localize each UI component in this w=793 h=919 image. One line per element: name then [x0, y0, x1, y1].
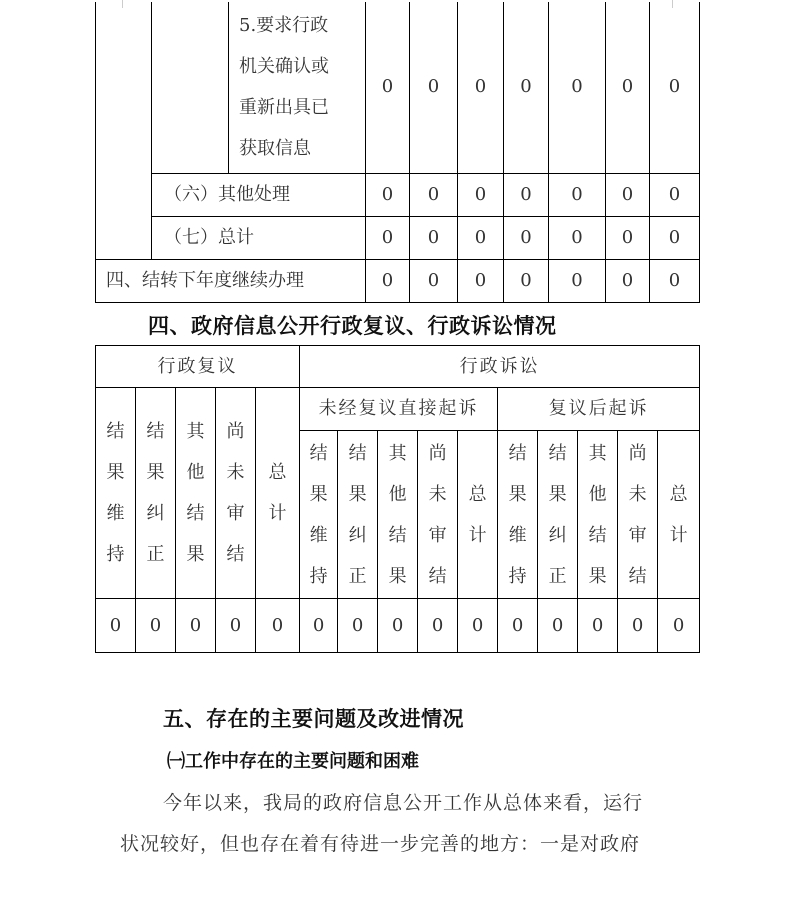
char: 持: [508, 565, 527, 587]
header-col-other: [176, 388, 216, 599]
char: 纠: [548, 524, 567, 546]
value-cell: 0: [136, 599, 176, 653]
label-line: 机关确认或: [239, 56, 329, 78]
char: 持: [309, 565, 328, 587]
value-cell: 0: [618, 599, 658, 653]
header-col-maintain: [498, 431, 538, 599]
value-cell: 0: [410, 259, 458, 302]
value-cell: 0: [549, 173, 606, 216]
value-cell: 0: [650, 2, 700, 173]
value-cell: 0: [650, 259, 700, 302]
char: 尚: [428, 442, 447, 464]
table-row-other: [96, 173, 700, 216]
value-cell: 0: [650, 173, 700, 216]
value-cell: 0: [606, 173, 650, 216]
value-cell: 0: [504, 259, 549, 302]
char: 他: [186, 462, 205, 483]
value-cell: 0: [549, 259, 606, 302]
char: 他: [388, 483, 407, 505]
value-cell: 0: [504, 216, 549, 259]
row-label-confirm: [229, 2, 366, 173]
value-cell: 0: [410, 2, 458, 173]
char: 果: [548, 483, 567, 505]
value-cell: 0: [366, 173, 410, 216]
label-line: 获取信息: [239, 138, 311, 160]
char: 其: [388, 442, 407, 464]
value-cell: 0: [549, 2, 606, 173]
char: 结: [628, 565, 647, 587]
char: 他: [588, 483, 607, 505]
char: 果: [186, 544, 205, 565]
empty-cell: [96, 2, 152, 259]
header-admin-litigation: 行政诉讼: [300, 346, 700, 388]
value-cell: 0: [458, 599, 498, 653]
value-cell: 0: [606, 216, 650, 259]
char: 未: [628, 483, 647, 505]
char: 果: [508, 483, 527, 505]
char: 果: [388, 565, 407, 587]
table-row-confirm: [96, 2, 700, 173]
value-cell: 0: [606, 259, 650, 302]
row-label-other: （六）其他处理: [152, 173, 366, 216]
char: 果: [146, 462, 165, 483]
header-col-other: [378, 431, 418, 599]
value-cell: 0: [606, 2, 650, 173]
value-cell: 0: [338, 599, 378, 653]
char: 纠: [348, 524, 367, 546]
header-col-total: [658, 431, 700, 599]
char: 结: [348, 442, 367, 464]
char: 维: [309, 524, 328, 546]
value-cell: 0: [458, 173, 504, 216]
char: 结: [226, 544, 245, 565]
paragraph-line-2: 状况较好，但也存在着有待进一步完善的地方：一是对政府: [120, 833, 641, 855]
paragraph-line-1: 今年以来，我局的政府信息公开工作从总体来看，运行: [163, 792, 644, 814]
char: 结: [508, 442, 527, 464]
value-cell: 0: [578, 599, 618, 653]
value-cell: 0: [538, 599, 578, 653]
char: 计: [268, 503, 287, 524]
header-col-pending: [216, 388, 256, 599]
header-col-maintain: [96, 388, 136, 599]
char: 果: [348, 483, 367, 505]
table-row-total: [96, 216, 700, 259]
char: 计: [669, 524, 688, 546]
disclosure-results-table: [95, 2, 700, 303]
value-cell: 0: [504, 2, 549, 173]
value-cell: 0: [658, 599, 700, 653]
value-cell: 0: [256, 599, 300, 653]
value-cell: 0: [96, 599, 136, 653]
section5-title: 五、存在的主要问题及改进情况: [163, 707, 464, 731]
empty-cell: [152, 2, 229, 173]
header-col-other: [578, 431, 618, 599]
char: 结: [388, 524, 407, 546]
row-label-carry: 四、结转下年度继续办理: [96, 259, 366, 302]
section5-subtitle: ㈠工作中存在的主要问题和困难: [167, 751, 419, 772]
char: 总: [468, 483, 487, 505]
char: 结: [588, 524, 607, 546]
value-cell: 0: [378, 599, 418, 653]
section4-title: 四、政府信息公开行政复议、行政诉讼情况: [148, 314, 557, 338]
label-line: 5.要求行政: [239, 15, 329, 37]
char: 维: [106, 503, 125, 524]
char: 未: [226, 462, 245, 483]
value-cell: 0: [176, 599, 216, 653]
char: 果: [309, 483, 328, 505]
value-cell: 0: [410, 216, 458, 259]
value-cell: 0: [216, 599, 256, 653]
values-row: [96, 599, 700, 653]
header-col-pending: [418, 431, 458, 599]
char: 审: [628, 524, 647, 546]
value-cell: 0: [458, 259, 504, 302]
char: 其: [588, 442, 607, 464]
header-col-total: [256, 388, 300, 599]
header-col-maintain: [300, 431, 338, 599]
header-col-total: [458, 431, 498, 599]
header-col-correct: [338, 431, 378, 599]
value-cell: 0: [549, 216, 606, 259]
header-col-pending: [618, 431, 658, 599]
char: 正: [146, 544, 165, 565]
char: 正: [348, 565, 367, 587]
char: 结: [106, 421, 125, 442]
char: 结: [186, 503, 205, 524]
value-cell: 0: [650, 216, 700, 259]
header-admin-review: 行政复议: [96, 346, 300, 388]
char: 持: [106, 544, 125, 565]
value-cell: 0: [498, 599, 538, 653]
value-cell: 0: [458, 2, 504, 173]
header-row-2: [96, 388, 700, 431]
char: 总: [268, 462, 287, 483]
char: 结: [428, 565, 447, 587]
header-row-1: [96, 346, 700, 388]
char: 果: [588, 565, 607, 587]
review-litigation-table: [95, 345, 700, 653]
value-cell: 0: [366, 259, 410, 302]
char: 其: [186, 421, 205, 442]
char: 计: [468, 524, 487, 546]
header-direct-suit: 未经复议直接起诉: [300, 388, 498, 431]
table-row-carry: [96, 259, 700, 302]
value-cell: 0: [366, 216, 410, 259]
label-line: 重新出具已: [239, 97, 329, 119]
char: 审: [226, 503, 245, 524]
header-after-review-suit: 复议后起诉: [498, 388, 700, 431]
char: 审: [428, 524, 447, 546]
char: 结: [548, 442, 567, 464]
value-cell: 0: [300, 599, 338, 653]
value-cell: 0: [458, 216, 504, 259]
char: 结: [146, 421, 165, 442]
char: 尚: [628, 442, 647, 464]
row-label-total: （七）总计: [152, 216, 366, 259]
char: 纠: [146, 503, 165, 524]
char: 总: [669, 483, 688, 505]
char: 尚: [226, 421, 245, 442]
header-col-correct: [136, 388, 176, 599]
char: 果: [106, 462, 125, 483]
char: 维: [508, 524, 527, 546]
char: 结: [309, 442, 328, 464]
char: 未: [428, 483, 447, 505]
char: 正: [548, 565, 567, 587]
value-cell: 0: [366, 2, 410, 173]
header-col-correct: [538, 431, 578, 599]
value-cell: 0: [410, 173, 458, 216]
value-cell: 0: [418, 599, 458, 653]
value-cell: 0: [504, 173, 549, 216]
